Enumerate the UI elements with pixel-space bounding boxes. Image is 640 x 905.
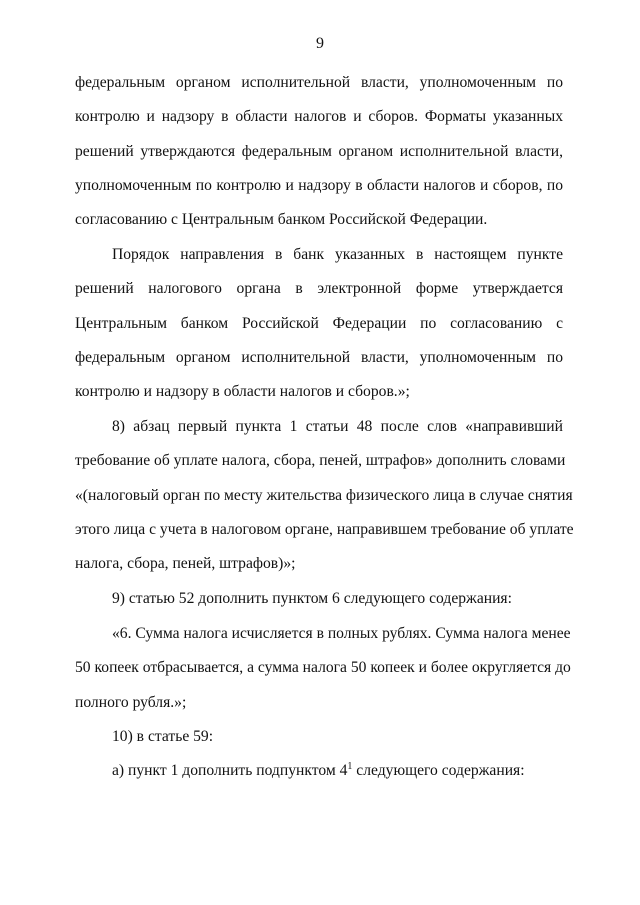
text-line: контролю и надзору в области налогов и сборов.»; — [75, 383, 410, 401]
paragraph — [75, 582, 563, 616]
superscript: 1 — [347, 761, 353, 772]
text-line: согласованию с Центральным банком Российской Федерации. — [75, 211, 488, 229]
paragraph-continuation — [75, 66, 563, 237]
text-line: решений налогового органа в электронной форме утверждается — [75, 280, 563, 298]
text-line: 50 копеек отбрасывается, а сумма налога 50 копеек и более округляется до — [75, 659, 571, 677]
text-line: федеральным органом исполнительной власти, уполномоченным по — [75, 74, 563, 91]
text-line: «6. Сумма налога исчисляется в полных рублях. Сумма налога менее — [112, 625, 571, 642]
paragraph — [75, 754, 563, 788]
paragraph — [75, 238, 563, 409]
paragraph — [75, 617, 571, 720]
page-number: 9 — [316, 35, 324, 52]
paragraph-item-10 — [75, 720, 563, 754]
paragraph — [75, 410, 574, 581]
paragraph-sub-item-a — [75, 754, 563, 788]
text-line: «(налоговый орган по месту жительства физического лица в случае снятия — [75, 486, 573, 504]
text-line: Порядок направления в банк указанных в настоящем пункте — [112, 246, 563, 263]
text-line: 8) абзац первый пункта 1 статьи 48 после слов «направивший — [112, 418, 563, 435]
text-after-superscript: следующего содержания: — [352, 762, 525, 779]
text-line: уполномоченным по контролю и надзору в области налогов и сборов, по — [75, 176, 563, 194]
text-line: контролю и надзору в области налогов и сборов. Форматы указанных — [75, 108, 563, 126]
text-line: Центральным банком Российской Федерации по согласованию с — [75, 314, 563, 332]
paragraph-procedure — [75, 238, 563, 409]
paragraph-item-9 — [75, 582, 563, 616]
paragraph — [75, 66, 563, 237]
text-line — [75, 754, 563, 788]
text-line: этого лица с учета в налоговом органе, направившем требование об уплате — [75, 520, 574, 538]
text-line: решений утверждаются федеральным органом исполнительной власти, — [75, 142, 563, 160]
text-line: 10) в статье 59: — [112, 728, 214, 745]
text-before-superscript: а) пункт 1 дополнить подпунктом 4 — [112, 762, 348, 779]
paragraph-item-8 — [75, 410, 574, 581]
text-line: полного рубля.»; — [75, 693, 187, 711]
text-line: 9) статью 52 дополнить пунктом 6 следующего содержания: — [112, 590, 512, 607]
paragraph — [75, 720, 563, 754]
text-line: налога, сбора, пеней, штрафов)»; — [75, 555, 296, 573]
text-line: федеральным органом исполнительной власти, уполномоченным по — [75, 348, 563, 366]
paragraph-clause-6 — [75, 617, 571, 720]
text-line: требование об уплате налога, сбора, пеней, штрафов» дополнить словами — [75, 452, 566, 470]
